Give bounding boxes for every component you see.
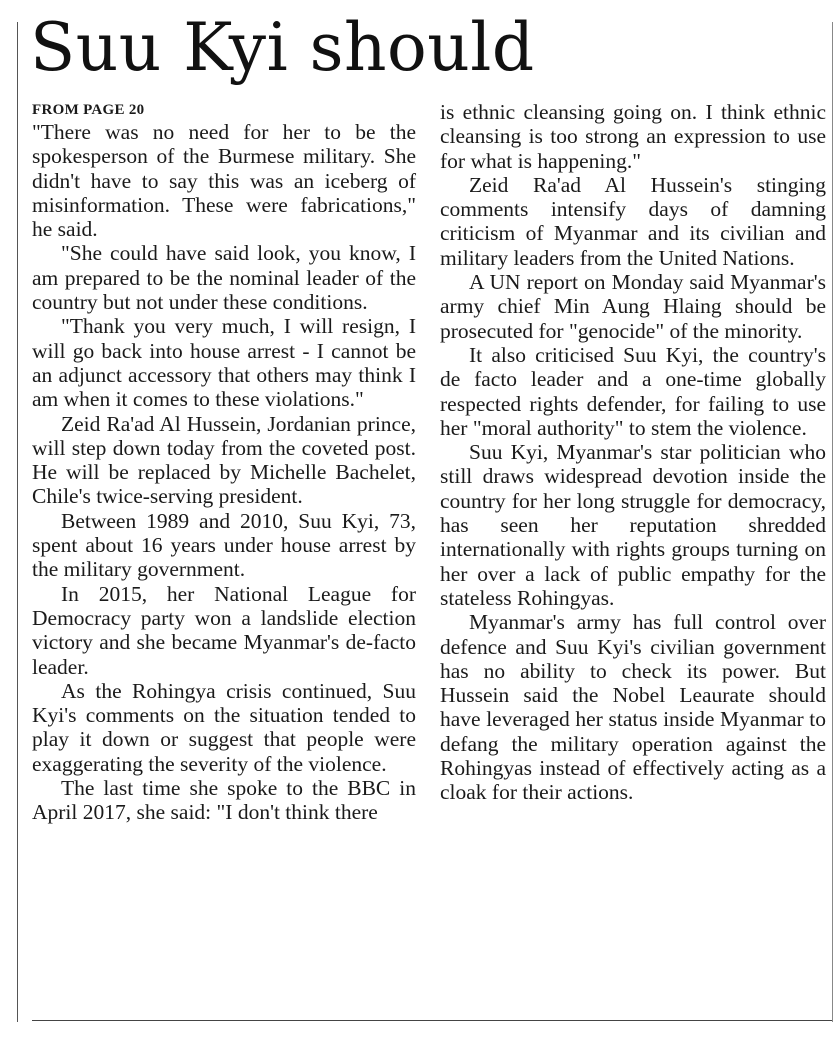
right-column: [440, 100, 826, 805]
paragraph: Zeid Ra'ad Al Hussein, Jordanian prince, will step down today from the coveted post. He will be replaced by Michelle Bachelet, Chile's twice-serving president.: [32, 411, 416, 509]
paragraph: Myanmar's army has full control over defence and Suu Kyi's civilian government has no ability to check its power. But Hussein said the Nobel Leaurate should have leveraged her status inside Myanmar to defang the military operation against the Rohingyas instead of effectively acting as a cloak for their actions.: [440, 610, 826, 805]
paragraph: "Thank you very much, I will resign, I will go back into house arrest - I cannot be an adjunct accessory that others may think I am when it comes to these violations.": [32, 314, 416, 412]
paragraph: It also criticised Suu Kyi, the country's de facto leader and a one-time globally respected rights defender, for failing to use her "moral authority" to stem the violence.: [440, 342, 826, 440]
left-column-rule: [17, 22, 18, 1022]
bottom-rule: [32, 1020, 832, 1021]
paragraph: Between 1989 and 2010, Suu Kyi, 73, spent about 16 years under house arrest by the military government.: [32, 508, 416, 582]
right-column-rule: [832, 22, 833, 1022]
paragraph: Suu Kyi, Myanmar's star politician who still draws widespread devotion inside the country for her long struggle for democracy, has seen her reputation shredded internationally with rights groups turning on her over a lack of public empathy for the stateless Rohingyas.: [440, 440, 826, 610]
left-column: [32, 100, 416, 825]
headline: Suu Kyi should: [30, 9, 535, 86]
paragraph: is ethnic cleansing going on. I think ethnic cleansing is too strong an expression to use for what is happening.": [440, 100, 826, 173]
jump-line: FROM PAGE 20: [32, 102, 145, 118]
paragraph: "She could have said look, you know, I am prepared to be the nominal leader of the country but not under these conditions.: [32, 241, 416, 315]
paragraph: As the Rohingya crisis continued, Suu Kyi's comments on the situation tended to play it down or suggest that people were exaggerating the severity of the violence.: [32, 678, 416, 776]
paragraph: "There was no need for her to be the spokesperson of the Burmese military. She didn't have to say this was an iceberg of misinformation. These were fabrications," he said.: [32, 120, 416, 242]
paragraph: A UN report on Monday said Myanmar's army chief Min Aung Hlaing should be prosecuted for "genocide" of the minority.: [440, 270, 826, 343]
paragraph: Zeid Ra'ad Al Hussein's stinging comments intensify days of damning criticism of Myanmar and its civilian and military leaders from the United Nations.: [440, 172, 826, 270]
paragraph: The last time she spoke to the BBC in April 2017, she said: "I don't think there: [32, 776, 416, 825]
paragraph: In 2015, her National League for Democracy party won a landslide election victory and she became Myanmar's de-facto leader.: [32, 581, 416, 679]
